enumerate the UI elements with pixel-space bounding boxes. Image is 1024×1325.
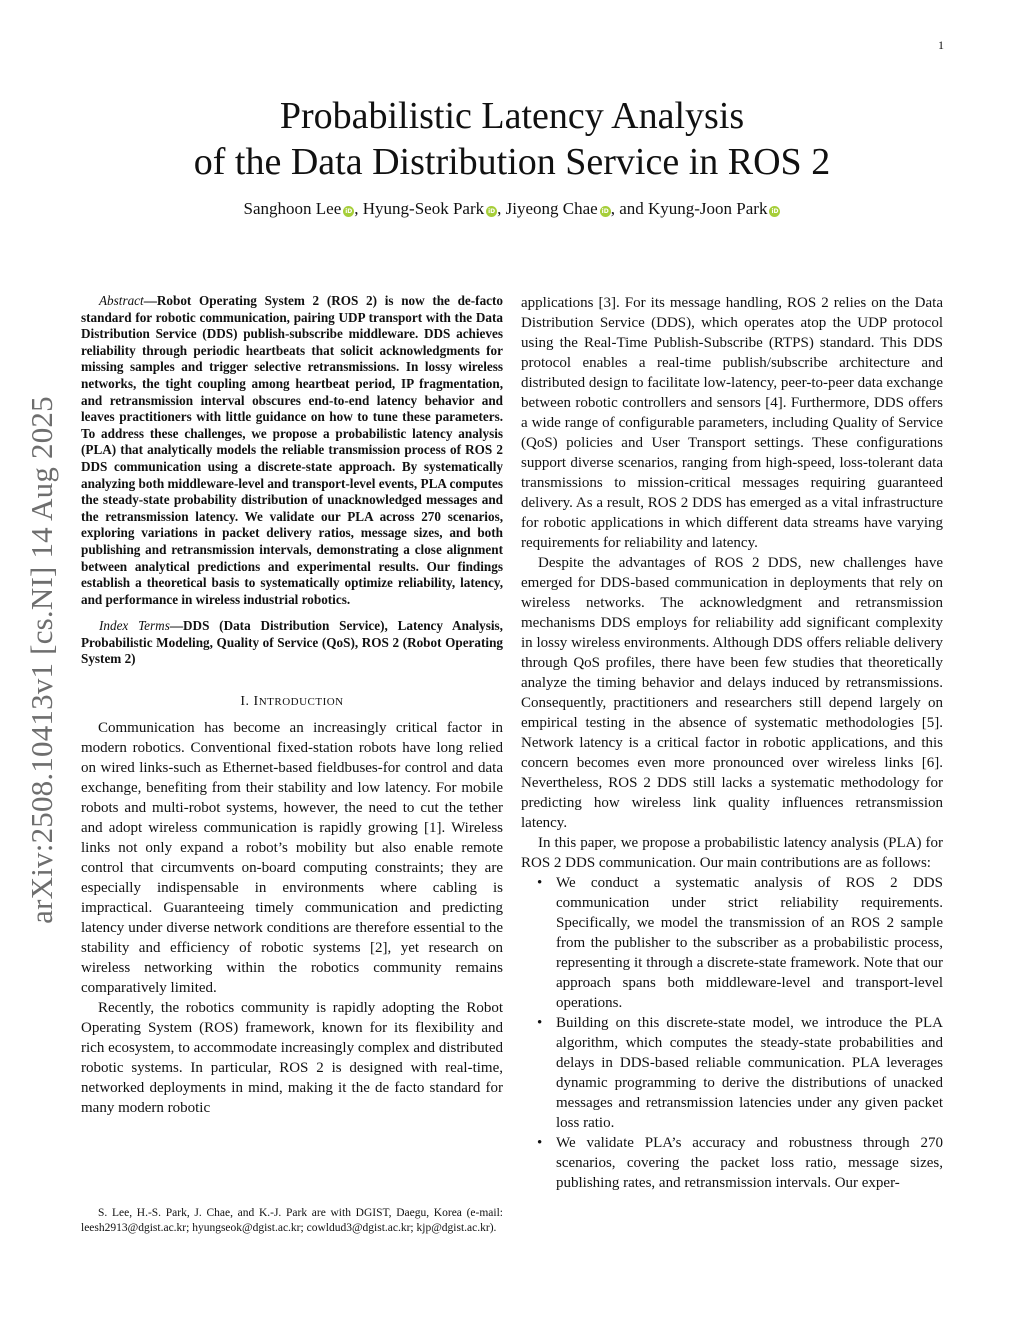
paper-title-line-2: of the Data Distribution Service in ROS 2: [193, 141, 831, 183]
paper-title-line-1: Probabilistic Latency Analysis: [279, 95, 745, 137]
orcid-icon[interactable]: iD: [345, 208, 353, 215]
intro-paragraph: Despite the advantages of ROS 2 DDS, new challenges have emerged for DDS-based communication in deployments that rely on wireless networks. The acknowledgment and retransmission mechanisms DDS employs for reliability add significant complexity in lossy wireless environments. Although DDS offers reliable delivery through QoS profiles, there have been few studies that theoretically analyze the timing behavior and delays induced by retransmissions. Consequently, practitioners and researchers still depend largely on empirical testing in the absence of systematic methodologies [5]. Network latency is a critical factor in robotic applications, and this concern becomes even more pronounced over wireless links [6]. Nevertheless, ROS 2 DDS still lacks a systematic methodology for predicting how wireless link quality influences retransmission latency.: [521, 555, 943, 831]
abstract-text: —Robot Operating System 2 (ROS 2) is now the de-facto standard for robotic communication, pairing UDP transport with the Data Distribution Service (DDS) publish-subscribe middleware. DDS achieves reliability through periodic heartbeats that solicit acknowledgments for missing samples and trigger selective retransmissions. In lossy wireless networks, the tight coupling among heartbeat period, IP fragmentation, and retransmission interval obscures end-to-end latency behavior and leaves practitioners with little guidance on how to tune these parameters. To address these challenges, we propose a probabilistic latency analysis (PLA) that analytically models the reliable transmission process of ROS 2 DDS communication using a discrete-state approach. By systematically analyzing both middleware-level and transport-level events, PLA computes the steady-state probability distribution of unacknowledged messages and the retransmission latency. We validate our PLA across 270 scenarios, exploring variations in packet delivery ratios, message sizes, and both publishing and retransmission intervals, demonstrating a close alignment between analytical predictions and experimental results. Our findings establish a theoretical basis to systematically optimize reliability, latency, and performance in wireless industrial robotics.: [81, 293, 503, 607]
right-column: [521, 293, 943, 1193]
section-heading-introduction: [81, 692, 503, 712]
author-name: , Hyung-Seok Park: [354, 199, 485, 218]
paper-title: [80, 93, 944, 185]
index-terms-text: —DDS (Data Distribution Service), Latency Analysis, Probabilistic Modeling, Quality of Service (QoS), ROS 2 (Robot Operating System 2): [81, 618, 503, 667]
index-terms: [81, 618, 503, 668]
contribution-item: • We validate PLA’s accuracy and robustness through 270 scenarios, covering the packet loss ratio, message sizes, publishing rates, and retransmission intervals. Our exper-: [521, 1133, 943, 1193]
page-number: 1: [938, 38, 944, 52]
intro-paragraph: Communication has become an increasingly critical factor in modern robotics. Conventional fixed-station robots have long relied on wired links-such as Ethernet-based fieldbuses-for control and data exchange, benefiting from their stability and low latency. For mobile robots and multi-robot systems, however, the need to cut the tether and adopt wireless communication is rapidly growing [1]. Wireless links not only expand a robot’s mobility but also enable remote control that circumvents on-board computing constraints; they are especially indispensable in environments where cabling is impractical. Guaranteeing timely communication and predicting latency under diverse network conditions are therefore essential to the stability and efficiency of robotic systems [2], yet research on wireless networking within the robotics community remains comparatively limited.: [81, 720, 503, 997]
contributions-list: [521, 873, 943, 1193]
index-terms-label: Index Terms: [99, 618, 170, 634]
contribution-item: • Building on this discrete-state model, we introduce the PLA algorithm, which computes the steady-state probabilities and delays in DDS-based reliable communication. PLA leverages dynamic programming to derive the distributions of unacked messages and retransmission latencies under any given packet loss ratio.: [521, 1013, 943, 1133]
section-title-rest: NTRODUCTION: [258, 696, 344, 709]
intro-paragraph: Recently, the robotics community is rapidly adopting the Robot Operating System (ROS) framework, known for its flexibility and rich ecosystem, to accommodate increasingly complex and distributed robotic systems. In particular, ROS 2 is designed with real-time, networked deployments in mind, making it the de facto standard for many modern robotic: [81, 1000, 503, 1117]
intro-paragraph: In this paper, we propose a probabilistic latency analysis (PLA) for ROS 2 DDS communication. Our main contributions are as follows:: [521, 835, 943, 871]
orcid-icon[interactable]: iD: [601, 208, 609, 215]
author-list: [80, 198, 944, 220]
author-name: , Jiyeong Chae: [497, 199, 598, 218]
abstract-label: Abstract: [99, 293, 144, 308]
abstract: [81, 293, 503, 608]
left-column: [81, 293, 503, 1118]
intro-paragraph-continued: applications [3]. For its message handling, ROS 2 relies on the Data Distribution Service (DDS), which operates atop the UDP protocol using the Real-Time Publish-Subscribe (RTPS) standard. This DDS protocol enables a real-time publish/subscribe architecture and distributed design to facilitate low-latency, peer-to-peer data exchange between robotic controllers and sensors [4]. Furthermore, DDS offers a wide range of configurable parameters, including Quality of Service (QoS) policies and User Transport settings. These configurations support diverse scenarios, ranging from high-speed, loss-tolerant data transmissions to mission-critical messages requiring guaranteed delivery. As a result, ROS 2 DDS has emerged as a vital infrastructure for robotic applications in which different data streams have varying requirements for reliability and latency.: [521, 295, 943, 551]
orcid-icon[interactable]: iD: [771, 208, 779, 215]
contribution-item: • We conduct a systematic analysis of ROS 2 DDS communication under strict reliability requirements. Specifically, we model the transmission of an ROS 2 sample from the publisher to the subscriber as a probabilistic process, representing it through a discrete-state framework. Note that our approach spans both middleware-level and transport-level operations.: [521, 873, 943, 1013]
arxiv-identifier-stamp[interactable]: arXiv:2508.10413v1 [cs.NI] 14 Aug 2025: [24, 396, 59, 924]
section-numeral: I.: [240, 694, 250, 710]
author-name: , and Kyung-Joon Park: [610, 199, 768, 218]
section-title-initial: I: [253, 694, 259, 710]
author-name: Sanghoon Lee: [243, 199, 342, 218]
orcid-icon[interactable]: iD: [488, 208, 496, 215]
author-affiliation-footnote: S. Lee, H.-S. Park, J. Chae, and K.-J. Park are with DGIST, Daegu, Korea (e-mail: leesh2913@dgist.ac.kr; hyungseok@dgist.ac.kr; cowldud3@dgist.ac.kr; kjp@dgist.ac.kr).: [81, 1207, 503, 1234]
